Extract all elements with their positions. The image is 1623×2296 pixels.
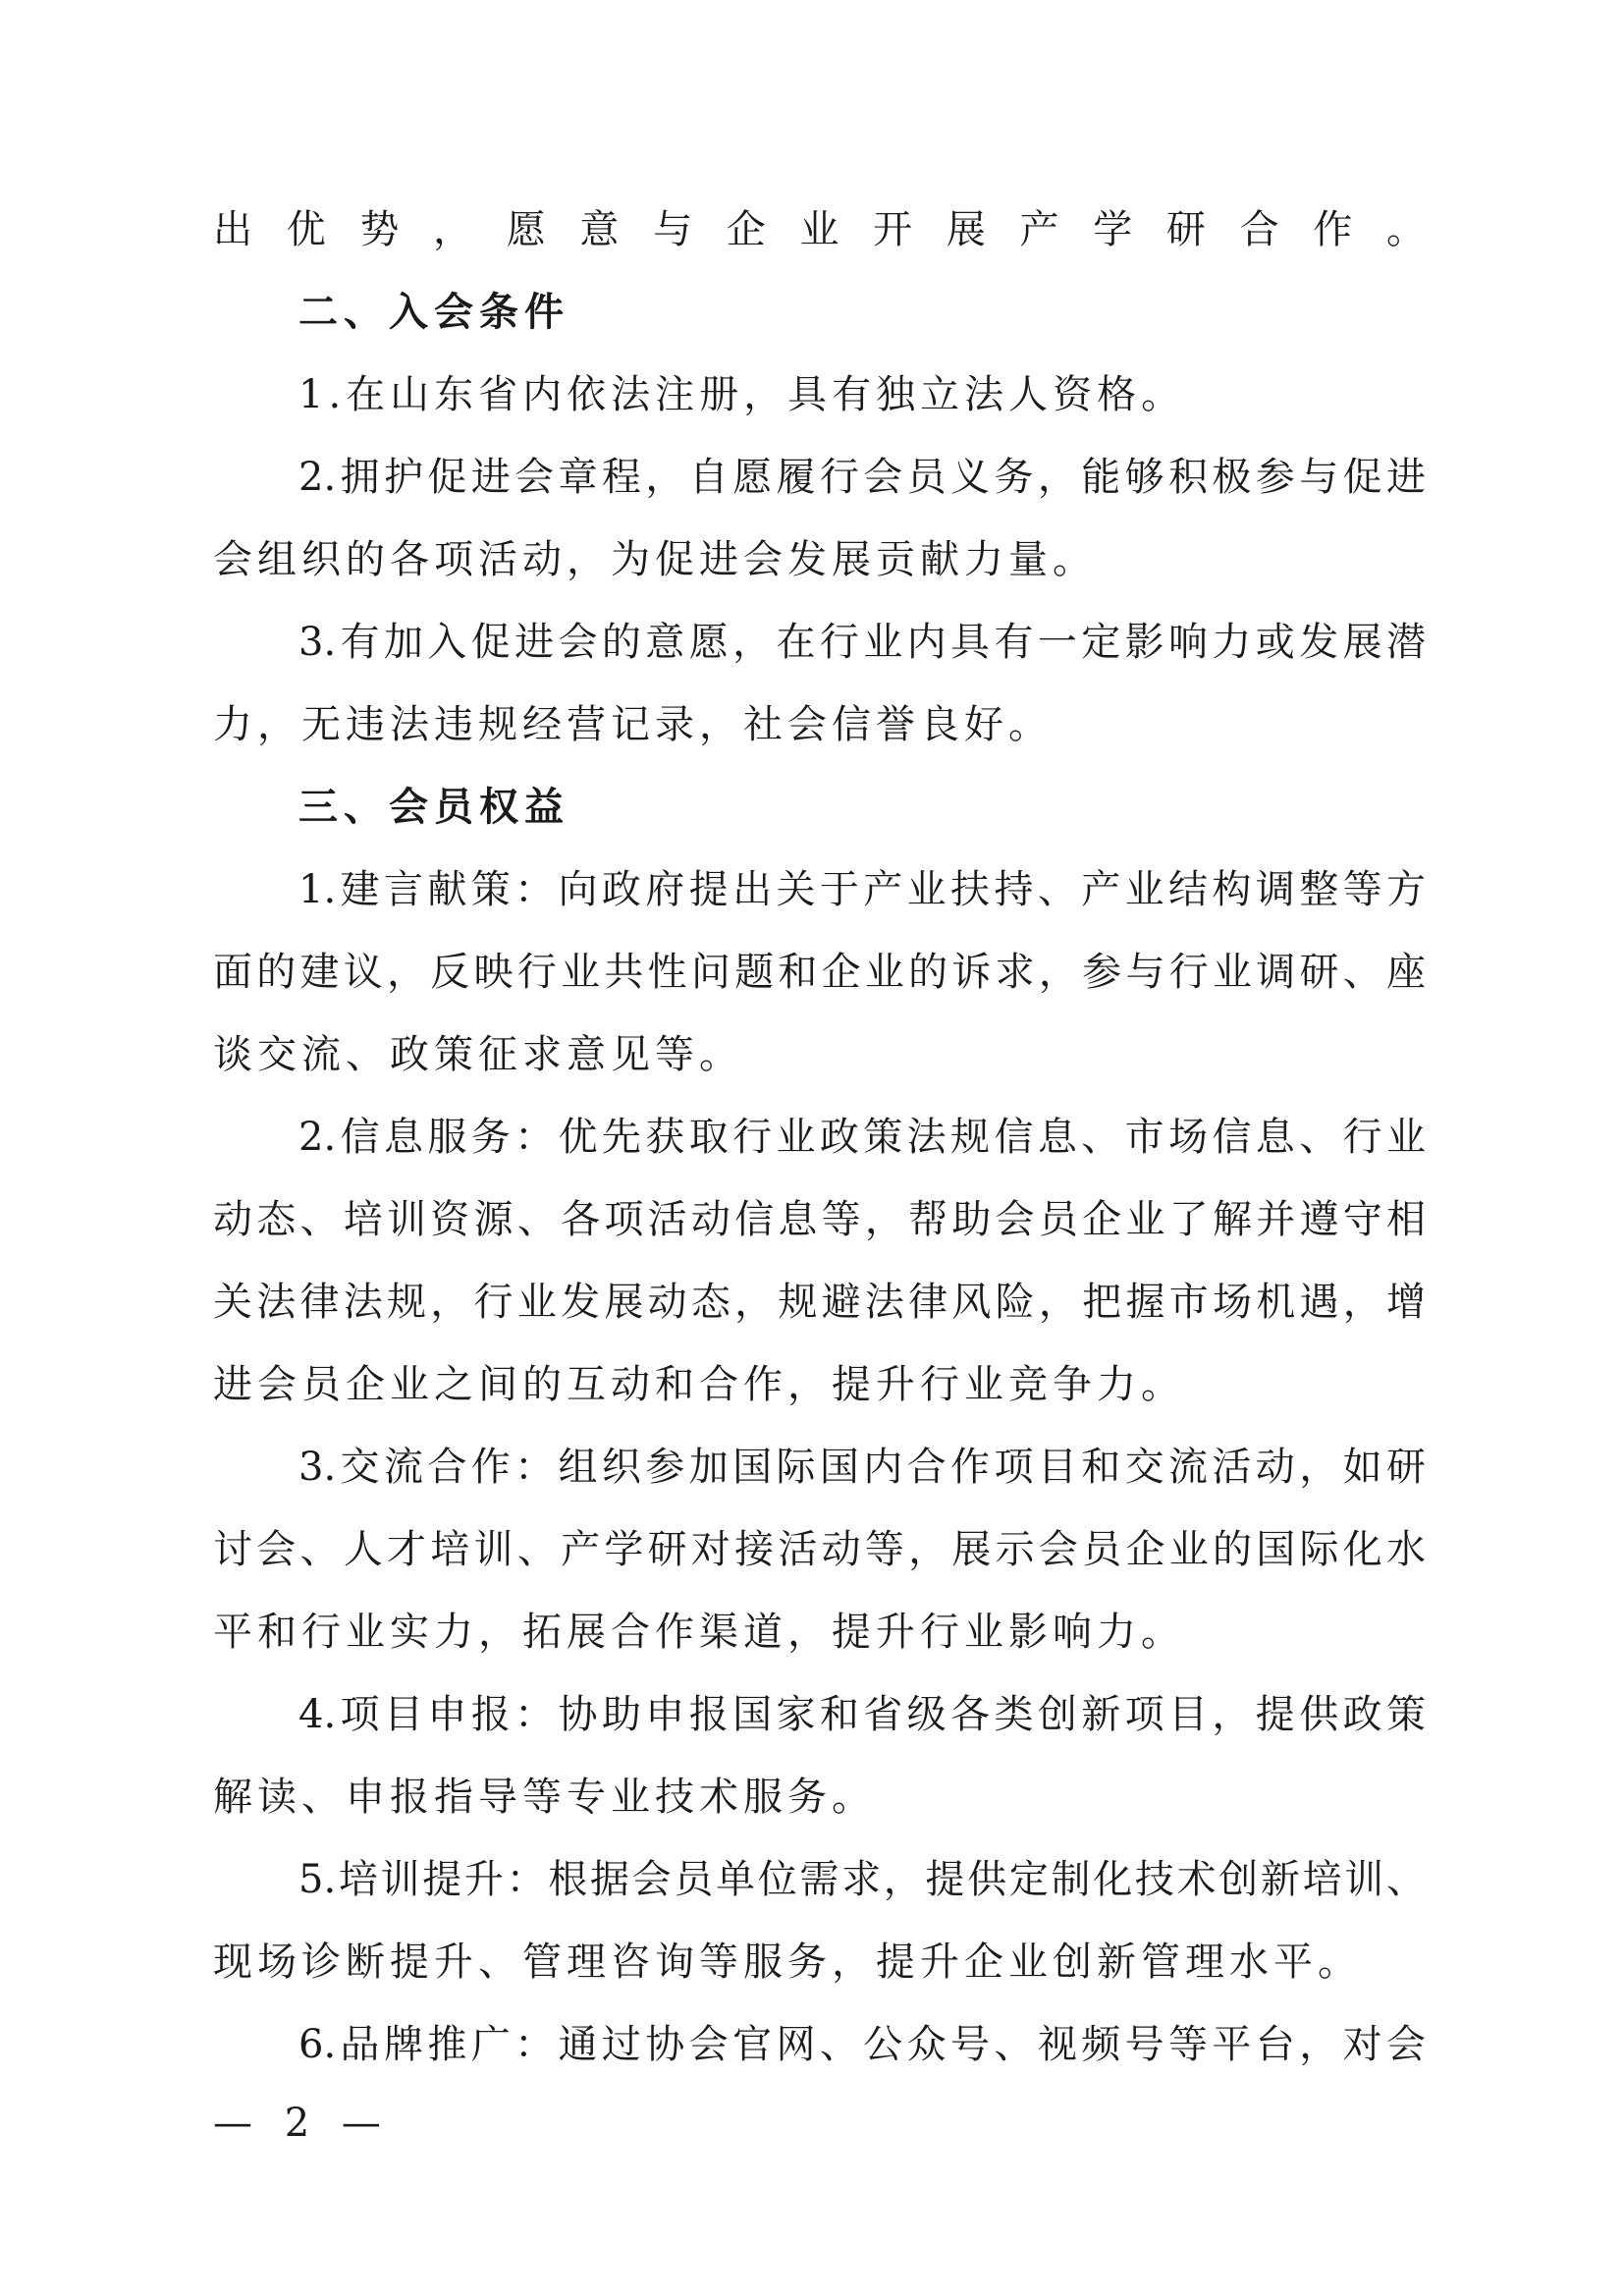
paragraph-line: 6.品牌推广：通过协会官网、公众号、视频号等平台，对会 <box>298 2022 1426 2067</box>
paragraph-line: 1.在山东省内依法注册，具有独立法人资格。 <box>298 372 1186 417</box>
paragraph-line: 平和行业实力，拓展合作渠道，提升行业影响力。 <box>213 1610 1185 1655</box>
paragraph-line: 谈交流、政策征求意见等。 <box>213 1032 743 1077</box>
page-number: — 2 — <box>213 2101 391 2146</box>
paragraph-line: 动态、培训资源、各项活动信息等，帮助会员企业了解并遵守相 <box>213 1197 1426 1242</box>
paragraph-line: 讨会、人才培训、产学研对接活动等，展示会员企业的国际化水 <box>213 1527 1426 1572</box>
paragraph-line: 1.建言献策：向政府提出关于产业扶持、产业结构调整等方 <box>298 867 1426 912</box>
paragraph-line: 进会员企业之间的互动和合作，提升行业竞争力。 <box>213 1362 1185 1407</box>
paragraph-line: 力，无违法违规经营记录，社会信誉良好。 <box>213 702 1053 747</box>
paragraph-line: 3.有加入促进会的意愿，在行业内具有一定影响力或发展潜 <box>298 620 1426 665</box>
paragraph-line: 会组织的各项活动，为促进会发展贡献力量。 <box>213 537 1097 582</box>
paragraph-line: 现场诊断提升、管理咨询等服务，提升企业创新管理水平。 <box>213 1940 1362 1985</box>
paragraph-line: 4.项目申报：协助申报国家和省级各类创新项目，提供政策 <box>298 1692 1426 1737</box>
paragraph-line: 2.信息服务：优先获取行业政策法规信息、市场信息、行业 <box>298 1115 1426 1160</box>
paragraph-line: 解读、申报指导等专业技术服务。 <box>213 1775 876 1820</box>
paragraph-line: 面的建议，反映行业共性问题和企业的诉求，参与行业调研、座 <box>213 950 1426 995</box>
paragraph-line: 2.拥护促进会章程，自愿履行会员义务，能够积极参与促进 <box>298 455 1426 500</box>
paragraph-line: 出优势，愿意与企业开展产学研合作。 <box>213 207 1426 252</box>
section-heading-member-benefits: 三、会员权益 <box>298 785 569 830</box>
section-heading-membership-conditions: 二、入会条件 <box>298 290 569 335</box>
paragraph-line: 关法律法规，行业发展动态，规避法律风险，把握市场机遇，增 <box>213 1280 1426 1325</box>
paragraph-line: 5.培训提升：根据会员单位需求，提供定制化技术创新培训、 <box>298 1857 1426 1902</box>
paragraph-line: 3.交流合作：组织参加国际国内合作项目和交流活动，如研 <box>298 1445 1426 1490</box>
